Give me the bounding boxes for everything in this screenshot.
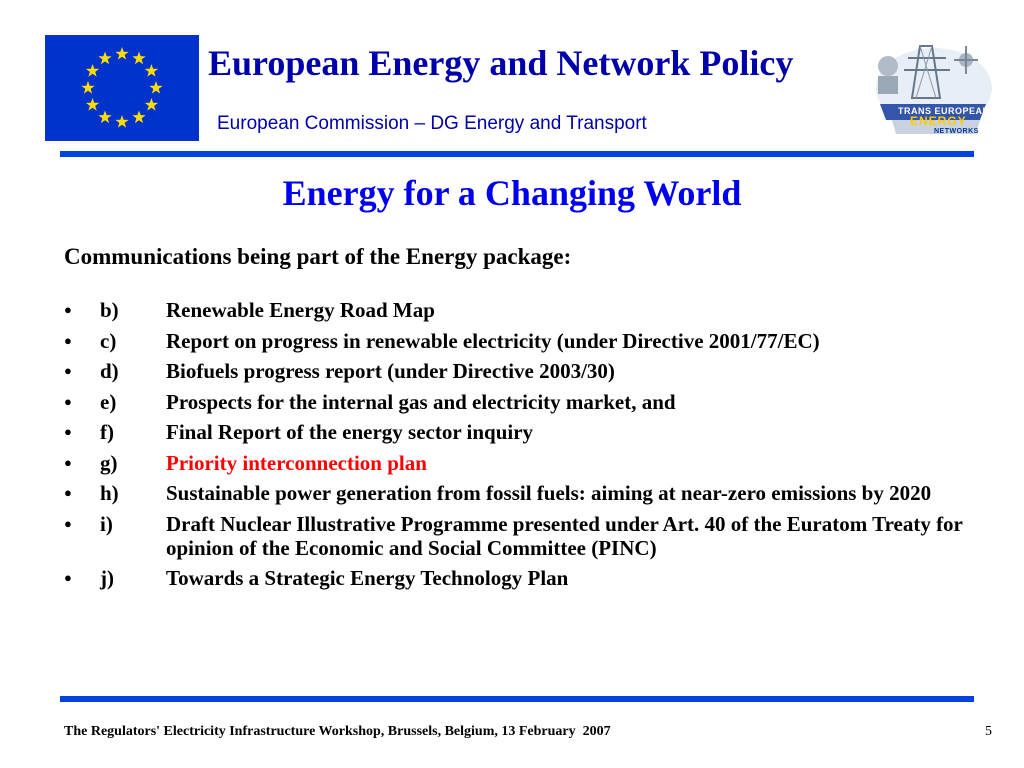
list-item (64, 329, 964, 353)
header-divider (60, 151, 974, 157)
bullet-dot-icon: ● (64, 302, 72, 317)
list-item (64, 451, 964, 475)
star-icon (132, 110, 145, 123)
list-item (64, 420, 964, 444)
star-icon (86, 64, 99, 77)
list-item-letter: e) (100, 389, 117, 414)
eu-stars-icon (45, 35, 199, 141)
bullet-list (64, 298, 964, 597)
list-item-text: Draft Nuclear Illustrative Programme presented under Art. 40 of the Euratom Treaty for opinion of the Economic and Social Committee (PINC) (166, 511, 963, 560)
list-item-letter: c) (100, 328, 117, 353)
bullet-dot-icon: ● (64, 485, 72, 500)
list-item (64, 512, 964, 560)
star-icon (98, 110, 111, 123)
list-item (64, 566, 964, 590)
list-item-text: Report on progress in renewable electricity (under Directive 2001/77/EC) (166, 328, 820, 353)
logo-text-trans-european: TRANS EUROPEAN (898, 106, 990, 116)
footer-divider (60, 696, 974, 702)
logo-text-energy: ENERGY (910, 114, 967, 128)
star-icon (145, 98, 158, 111)
list-item-letter: j) (100, 566, 114, 590)
bullet-dot-icon: ● (64, 363, 72, 378)
list-item-text: Prospects for the internal gas and electricity market, and (166, 389, 676, 414)
star-icon (81, 81, 94, 94)
list-item-letter: b) (100, 298, 119, 322)
ten-energy-logo (862, 38, 997, 138)
list-item-text: Renewable Energy Road Map (166, 298, 435, 322)
star-icon (145, 64, 158, 77)
star-icon (115, 115, 128, 128)
logo-text-networks: NETWORKS (934, 128, 979, 135)
eu-flag-logo (45, 35, 199, 141)
list-item-text: Final Report of the energy sector inquiry (166, 420, 534, 444)
list-item-text: Priority interconnection plan (166, 450, 427, 475)
list-item-letter: i) (100, 511, 113, 536)
header-subtitle: European Commission – DG Energy and Transport (217, 113, 647, 134)
slide-title: Energy for a Changing World (282, 173, 742, 213)
list-item-text: Biofuels progress report (under Directive 2003/30) (166, 359, 615, 383)
page-number: 5 (985, 724, 992, 739)
bullet-dot-icon: ● (64, 570, 72, 585)
star-icon (115, 47, 128, 60)
slide-intro: Communications being part of the Energy package: (64, 244, 572, 269)
list-item-letter: f) (100, 420, 114, 444)
bullet-dot-icon: ● (64, 332, 72, 348)
list-item (64, 481, 964, 505)
bullet-dot-icon: ● (64, 454, 72, 470)
list-item-letter: d) (100, 359, 119, 383)
bullet-dot-icon: ● (64, 515, 72, 531)
bullet-dot-icon: ● (64, 424, 72, 439)
list-item (64, 359, 964, 383)
list-item (64, 298, 964, 322)
list-item-letter: h) (100, 481, 119, 505)
footer-text: The Regulators' Electricity Infrastructure Workshop, Brussels, Belgium, 13 February 2007 (64, 724, 611, 739)
list-item-text: Sustainable power generation from fossil fuels: aiming at near-zero emissions by 2020 (166, 481, 932, 505)
bullet-dot-icon: ● (64, 393, 72, 409)
star-icon (98, 52, 111, 65)
list-item-letter: g) (100, 450, 118, 475)
list-item (64, 390, 964, 414)
list-item-text: Towards a Strategic Energy Technology Plan (166, 566, 569, 590)
header-title: European Energy and Network Policy (208, 43, 794, 83)
star-icon (149, 81, 162, 94)
star-icon (132, 52, 145, 65)
star-icon (86, 98, 99, 111)
